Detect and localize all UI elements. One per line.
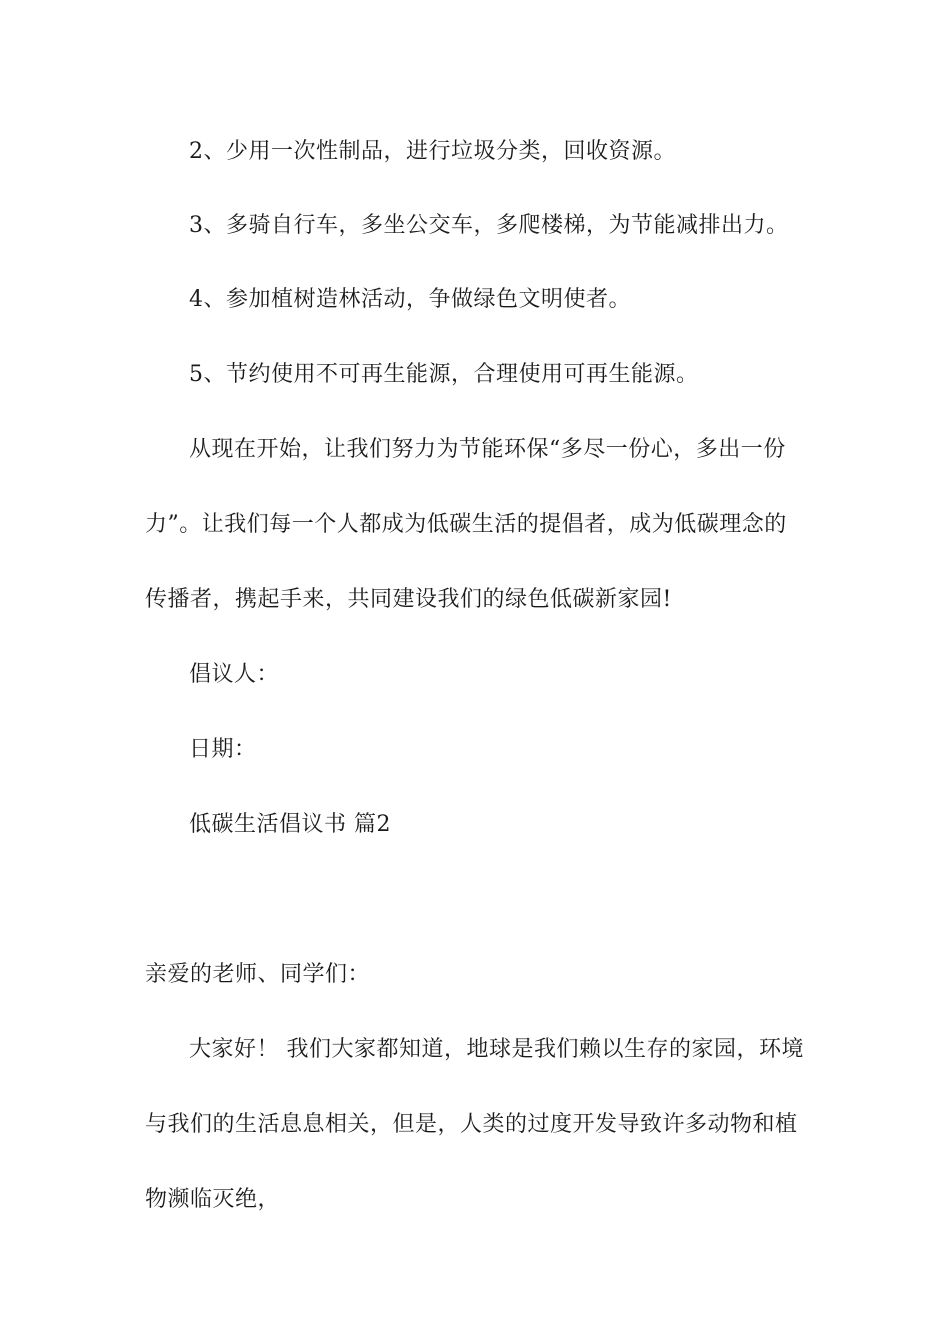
- paragraph-line: 传播者，携起手来，共同建设我们的绿色低碳新家园!: [145, 587, 672, 612]
- paragraph-line: 与我们的生活息息相关，但是，人类的过度开发导致许多动物和植: [145, 1112, 798, 1137]
- paragraph-line: 从现在开始，让我们努力为节能环保“多尽一份心，多出一份: [189, 437, 786, 462]
- section-heading: 低碳生活倡议书 篇2: [189, 812, 391, 837]
- paragraph-line: 大家好！ 我们大家都知道，地球是我们赖以生存的家园，环境: [189, 1037, 804, 1062]
- list-item-4: 4、参加植树造林活动，争做绿色文明使者。: [189, 287, 631, 312]
- salutation: 亲爱的老师、同学们：: [145, 962, 371, 987]
- list-item-5: 5、节约使用不可再生能源，合理使用可再生能源。: [189, 362, 699, 387]
- date-label: 日期：: [189, 737, 257, 762]
- paragraph-line: 物濒临灭绝，: [145, 1187, 281, 1212]
- proposer-label: 倡议人：: [189, 662, 280, 687]
- list-item-2: 2、少用一次性制品，进行垃圾分类，回收资源。: [189, 139, 676, 164]
- paragraph-line: 力”。让我们每一个人都成为低碳生活的提倡者，成为低碳理念的: [145, 512, 787, 537]
- list-item-3: 3、多骑自行车，多坐公交车，多爬楼梯，为节能减排出力。: [189, 213, 789, 238]
